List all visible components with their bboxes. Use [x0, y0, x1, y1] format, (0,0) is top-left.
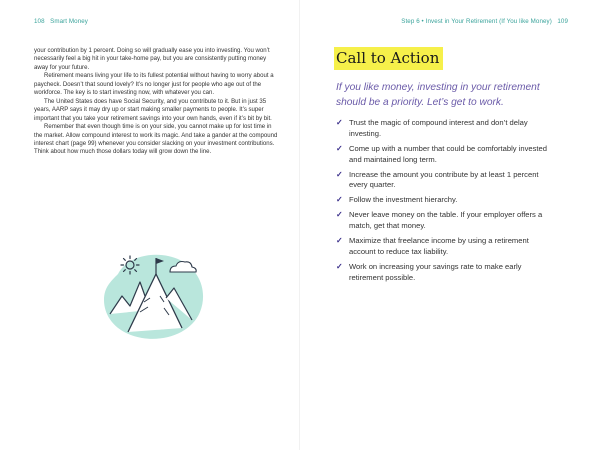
- list-item-text: Never leave money on the table. If your employer offers a match, get that money.: [349, 210, 543, 231]
- check-icon: ✓: [336, 261, 343, 271]
- list-item: [336, 195, 556, 206]
- list-item-text: Trust the magic of compound interest and don’t delay investing.: [349, 118, 528, 138]
- list-item-text: Maximize that freelance income by using a retirement account to reduce tax liability.: [349, 236, 529, 256]
- body-text: [34, 47, 279, 157]
- right-page-number: 109: [557, 18, 568, 25]
- section-title-text: Call to Action: [334, 47, 443, 70]
- paragraph: The United States does have Social Security, and you contribute to it. But in just 35 years, AARP says it may dry up or start making smaller payments to people. It’s super important that you take your retirement savings into your own hands, even if it’s bit by bit.: [34, 98, 272, 122]
- right-running-title: Step 6 • Invest in Your Retirement (If You like Money): [401, 18, 552, 25]
- mountain-summit-flag-illustration: [100, 248, 210, 344]
- action-checklist: [336, 118, 556, 288]
- list-item: [336, 118, 556, 140]
- paragraph: Retirement means living your life to its fullest potential without having to worry about a paycheck. Doesn’t that sound lovely? It’s no longer just for people who age out of the workforce. The key is to start investing now, with whatever you can.: [34, 73, 274, 97]
- check-icon: ✓: [336, 118, 343, 127]
- paragraph: your contribution by 1 percent. Doing so will gradually ease you into investing. You won’t necessarily feel a big hit in your take-home pay, but you are consistently putting money away for your future.: [34, 48, 270, 71]
- list-item: [336, 170, 556, 192]
- left-running-title: Smart Money: [50, 18, 88, 25]
- check-icon: ✓: [336, 210, 343, 220]
- list-item-text: Follow the investment hierarchy.: [349, 195, 458, 205]
- paragraph: Remember that even though time is on your side, you cannot make up for lost time in the market. Allow compound interest to work its magic. And take a gander at the compound interest chart (page 99) whenever you consider slacking on your investment contributions. Think about how much those dollars today will grow down the line.: [34, 124, 278, 156]
- check-icon: ✓: [336, 236, 343, 246]
- list-item-text: Come up with a number that could be comfortably invested and maintained long term.: [349, 143, 547, 164]
- check-icon: ✓: [336, 195, 343, 205]
- list-item: [336, 262, 556, 284]
- list-item-text: Increase the amount you contribute by at least 1 percent every quarter.: [349, 169, 539, 190]
- check-icon: ✓: [336, 169, 343, 179]
- left-page-number: 108: [34, 18, 45, 25]
- list-item-text: Work on increasing your savings rate to make early retirement possible.: [349, 261, 522, 282]
- right-running-head: [401, 18, 568, 25]
- left-running-head: [34, 18, 88, 25]
- section-title: [334, 47, 443, 70]
- list-item: [336, 210, 556, 232]
- check-icon: ✓: [336, 143, 343, 153]
- list-item: [336, 236, 556, 258]
- intro-text: If you like money, investing in your retirement should be a priority. Let’s get to work.: [336, 82, 540, 108]
- list-item: [336, 144, 556, 166]
